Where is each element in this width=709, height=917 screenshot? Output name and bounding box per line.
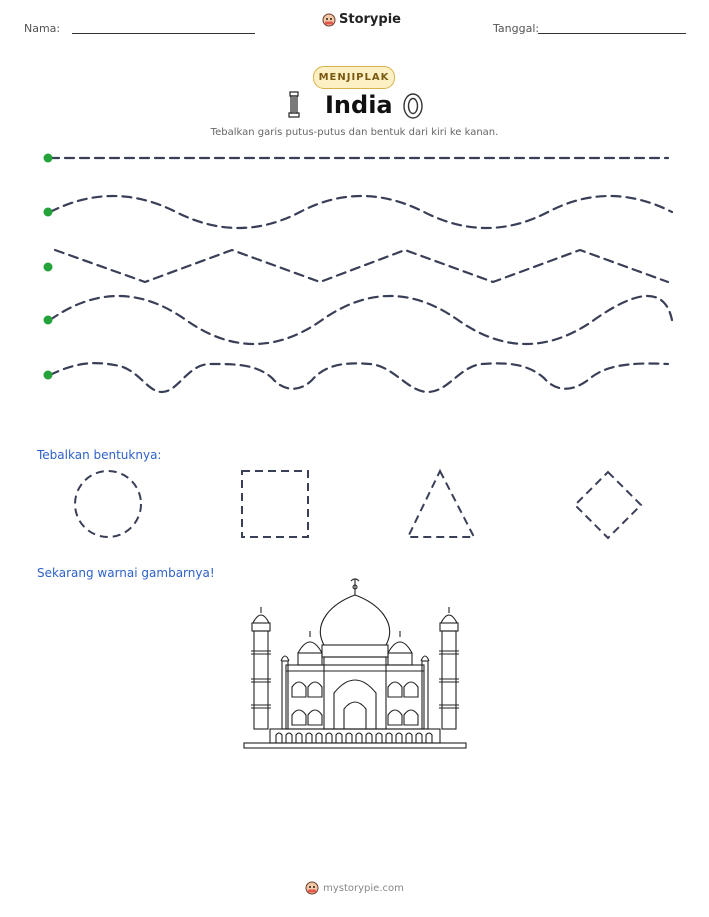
start-dot [44, 371, 53, 380]
start-dot [44, 208, 53, 217]
storypie-mascot-icon [305, 881, 319, 895]
start-dot [44, 154, 53, 163]
footer [0, 881, 709, 895]
trace-triangle[interactable] [408, 471, 474, 537]
tracing-line-bumpy-wave[interactable] [50, 363, 668, 392]
brand-name: Storypie [339, 12, 401, 27]
coloring-heading: Sekarang warnai gambarnya! [37, 566, 215, 580]
tracing-line-zigzag[interactable] [55, 250, 668, 282]
trace-circle[interactable] [75, 471, 141, 537]
shapes-heading: Tebalkan bentuknya: [37, 448, 162, 462]
tracing-line-gentle-wave[interactable] [50, 196, 672, 228]
instruction-text: Tebalkan garis putus-putus dan bentuk dari kiri ke kanan. [210, 127, 499, 138]
date-label: Tanggal: [493, 22, 540, 35]
tracing-line-wave[interactable] [50, 296, 672, 344]
tracing-lines [0, 0, 709, 420]
taj-mahal-coloring-picture[interactable] [240, 575, 470, 755]
tracing-shapes [0, 460, 709, 550]
name-label: Nama: [24, 22, 61, 35]
trace-square[interactable] [242, 471, 308, 537]
footer-url[interactable]: mystorypie.com [323, 882, 404, 894]
trace-diamond[interactable] [575, 472, 641, 538]
activity-badge: MENJIPLAK [313, 66, 395, 89]
page-title: India [325, 91, 393, 119]
start-dot [44, 263, 53, 272]
start-dot [44, 316, 53, 325]
